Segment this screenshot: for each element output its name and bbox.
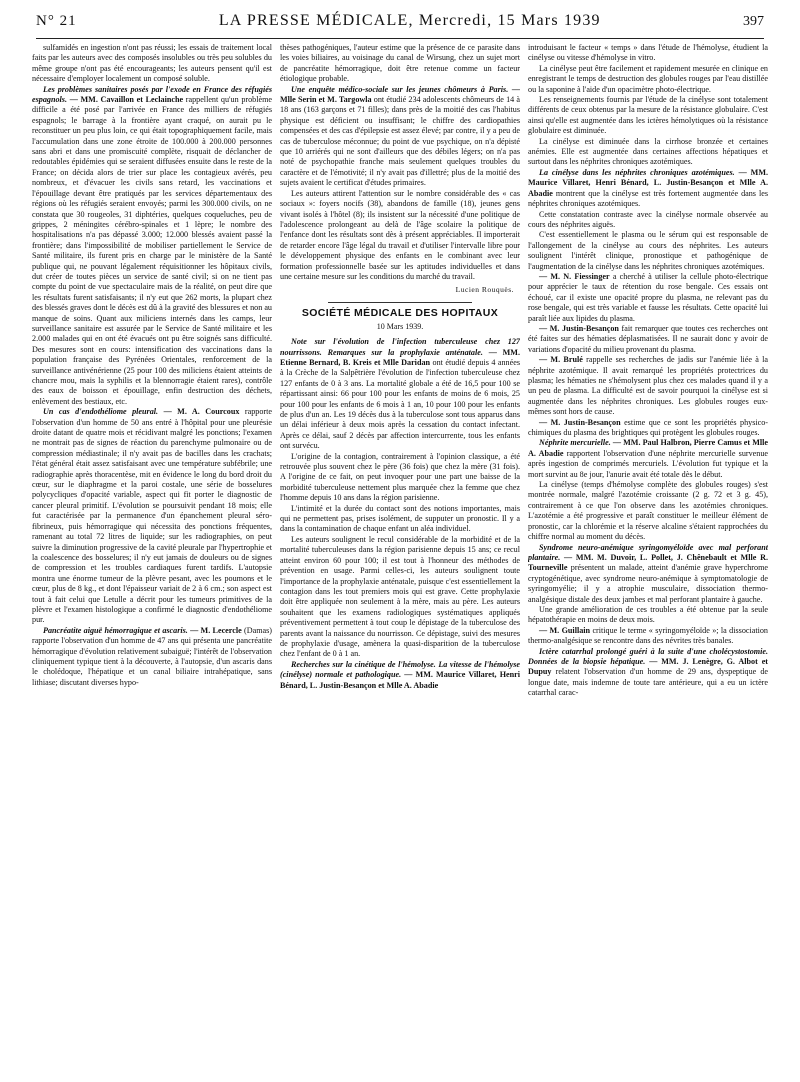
paragraph-text: ont étudié depuis 4 années à la Crèche de la Salpêtrière l'évolution de l'infection tuberculeuse chez 127 enfants de 0 à 3 ans. La mortalité globale a été de 16,5 pour 100 se répartissant ainsi: 66 pour 100 pour les enfants de moins de 6 mois, 25 pour 100 pour les enfants de 6 mois à 1 an, 10 pour 100 pour les enfants de plus d'un an. Les 19 décès dus à la tuberculose sont tous apparus dans un délai inférieur à deux mois après la cessation du contact infectant. Après ce délai, sauf 2 décès par affection intercurrente, tous les enfants ont survécu.: [280, 357, 520, 451]
report-authors: — M. Justin-Besançon: [539, 417, 621, 427]
paragraph: [528, 168, 768, 210]
report-title: Syndrome neuro-anémique syringomyéloïde avec mal perforant plantaire.: [528, 542, 768, 562]
paragraph: [32, 85, 272, 408]
report-authors: — M. N. Fiessinger: [539, 271, 610, 281]
paragraph: [280, 504, 520, 535]
section-rule: [328, 302, 472, 303]
article-columns: [32, 43, 768, 1077]
paragraph-text: La cinélyse (temps d'hémolyse complète des globules rouges) s'est montrée normale, malgré l'azotémie croissante (2 g. 72 et 3 g. 45), contrairement à ce que l'on observe dans les azotémies chroniques. L'azotémie a été progressive et paraît constituer le meilleur élément de pronostic, car la chlorémie et la réserve alcaline s'étaient rapprochées du chiffre normal au moment du décès.: [528, 480, 768, 542]
paragraph: [528, 230, 768, 272]
report-title: Note sur l'évolution de l'infection tuberculeuse chez 127 nourrissons. Remarques sur la prophylaxie anténatale.: [280, 337, 520, 357]
paragraph-text: La cinélyse est diminuée dans la cirrhose bronzée et certaines anémies. Elle est augmentée dans certaines affections hépatiques et surtout dans les néphrites chroniques azotémiques.: [528, 136, 768, 167]
paragraph-text: présentent un malade, atteint d'anémie grave hyperchrome cryptogénétique, avec syndrome neuro-anémique à symptomatologie de syringomyélie; il y a atrophie musculaire, dissociation thermo-analgésique distale des deux jambes et mal perforant plantaire à gauche.: [528, 563, 768, 604]
paragraph: [32, 43, 272, 85]
report-title: Une enquête médico-sociale sur les jeunes chômeurs à Paris.: [291, 84, 509, 94]
paragraph: [528, 626, 768, 647]
report-authors: — MM. M. Duvoir, L. Pollet, J. Chênebault et Mlle R. Tourneville: [528, 552, 768, 573]
page-header: [36, 12, 764, 39]
paragraph: [528, 418, 768, 439]
paragraph: [528, 438, 768, 480]
report-authors: — M. Guillain: [539, 625, 591, 635]
section-heading: SOCIÉTÉ MÉDICALE DES HOPITAUX: [301, 306, 499, 319]
paragraph: [528, 324, 768, 355]
report-authors: — MM. Cavaillon et Leclainche: [69, 95, 184, 105]
paragraph-text: rappelle ses recherches de jadis sur l'anémie liée à la néphrite azotémique. Il avait remarqué les propriétés protectrices du plasma; les hématies ne s'hémolysent plus chez ces malades quand il y a un peu de plasma. La difficulté est de savoir pourquoi la cinélyse est si augmentée dans les néphrites chroniques. Les globules rouges eux-mêmes sont hors de cause.: [528, 355, 768, 417]
paragraph-text: rappellent qu'un problème difficile a été posé par l'arrivée en France des milliers de réfugiés espagnols; le barrage à la frontière ayant craqué, on aurait pu le reconstituer un peu plus loin, ce qui était topographiquement facile, mais l'accumulation dans une zone étroite de 100.000 à 200.000 personnes sans abri et dans une promiscuité complète, risquait de déclancher de redoutables épidémies qui se seraient diffusées ensuite dans le reste de la France; on décida alors de trier sur place les contagieux avérés, peu nombreux, et d'évacuer les civils sans retard, les vaccinations et l'épouillage devant être pratiqués par les services départementaux des régions où les réfugiés seraient envoyés; parmi les 300.000 civils, on ne constata que 30 rougeoles, 31 diphtéries, quelques coqueluches, peu de grippes, 2 méningites cérébro-spinales et 1 lèpre; le nombre des hospitalisations n'a pas dépassé 3.000; 12.000 blessés avaient passé la frontière; dans l'impossibilité de mobiliser partiellement le Service de Santé militaire, ils furent pris en charge par le ministère de la Santé publique qui, ne pouvant légalement réquisitionner les hôpitaux civils, dut créer de toutes pièces un service de santé civil; si on ne tient pas compte du point de vue spectaculaire mais de la réalité, on peut dire que les résultats furent satisfaisants; il n'y eut que 262 morts, la plupart chez des blessés graves dont le décès est dû à la gravité des blessures et non au manque de soins. Quant aux miliciens internés dans les camps, leur surveillance sanitaire est assurée par le Service de Santé militaire et les 2.000 malades qui en ont été évacués ont pu être soignés sans difficulté. Des mesures sont en cours: intensification des vaccinations dans la population française des Pyrénées Orientales, renforcement de la surveillance antivénérienne (25 pour 100 des miliciens étaient atteints de chancre mou, mais la syphilis et la blennorragie étaient rares), contrôle des eaux de boisson et épouillage, enfin destruction des déchets, enlèvement des bestiaux, etc.: [32, 95, 272, 406]
report-authors: — MM. Maurice Villaret, Henri Bénard, L. Justin-Besançon et Mlle A. Abadie: [528, 167, 768, 198]
paragraph: [32, 407, 272, 626]
report-authors: — M. Justin-Besançon: [539, 323, 619, 333]
paragraph: [280, 337, 520, 451]
report-title: Ictère catarrhal prolongé guéri à la suite d'une cholécystostomie. Données de la biopsie hépatique.: [528, 646, 768, 666]
column-1: [32, 43, 272, 1077]
paragraph-text: L'intimité et la durée du contact sont des notions importantes, mais qui ne permettent pas, prises isolément, de supputer un pronostic. Il y a dans la contamination de chaque enfant un aléa individuel.: [280, 503, 520, 534]
paragraph-text: La cinélyse peut être facilement et rapidement mesurée en clinique en enregistrant le temps de destruction des globules rouges par l'eau distillée ou la saponine à l'aide d'un opacimètre photo-électrique.: [528, 63, 768, 94]
paragraph: [528, 272, 768, 324]
paragraph: [280, 43, 520, 85]
paragraph: [280, 85, 520, 189]
report-authors: — Mlle Serin et M. Targowla: [280, 84, 520, 105]
paragraph: [528, 605, 768, 626]
paragraph-text: thèses pathogéniques, l'auteur estime que la présence de ce parasite dans les voies biliaires, au voisinage du canal de Wirsung, chez un sujet mort de pancréatite hémorragique, doit être retenue comme un facteur étiologique probable.: [280, 43, 520, 84]
report-authors: — M. Lecercle: [190, 625, 242, 635]
paragraph-text: sulfamidés en ingestion n'ont pas réussi; les essais de traitement local faits par les auteurs avec des composés insolubles ou très peu solubles du même groupe n'ont pas été encourageants; les auteurs pensent qu'il est nécessaire d'employer localement un composé soluble.: [32, 43, 272, 84]
paragraph-text: ont étudié 234 adolescents chômeurs de 14 à 18 ans (163 garçons et 71 filles); dans près de la moitié des cas l'habitus physique est déficient ou insuffisant; le chiffre des cardiopathies compensées et des cas d'épilepsie est assez élevé; par contre, il y a peu de cas de tuberculose méconnue; du point de vue psychique, on n'a dépisté que 10 arriérés qui ne sont d'ailleurs que des débiles légers; on n'a pas noté de psychopathie franche mais seulement quelques troubles du caractère et de l'émotivité; il n'y avait pas d'illettré; plus de la moitié des sujets avaient le certificat d'études primaires.: [280, 95, 520, 188]
paragraph-text: L'origine de la contagion, contrairement à l'opinion classique, a été retrouvée plus souvent chez le père (36 fois) que chez la mère (31 fois). A l'origine de ce fait, on peut invoquer pour une part une baisse de la morbidité tuberculeuse nettement plus marquée chez la femme que chez l'homme depuis 10 ans dans la région parisienne.: [280, 451, 520, 503]
paragraph: [528, 95, 768, 137]
paragraph: [528, 480, 768, 542]
paragraph: [528, 43, 768, 64]
author-signature: Lucien Rouquès.: [455, 285, 514, 295]
column-2: [280, 43, 520, 1077]
paragraph-text: Une grande amélioration de ces troubles a été obtenue par la seule hépatothérapie en moins de deux mois.: [528, 604, 768, 625]
column-3: [528, 43, 768, 1077]
paragraph-text: rapportent l'observation d'une néphrite mercurielle survenue après ingestion de comprimés mercuriels. L'évolution fut typique et la mort survint au 8e jour, l'anurie avait été totale dès le début.: [528, 448, 768, 479]
paragraph: [280, 535, 520, 660]
report-authors: — MM. Paul Halbron, Pierre Camus et Mlle A. Abadie: [528, 438, 768, 458]
report-authors: — MM. Maurice Villaret, Henri Bénard, L. Justin-Besançon et Mlle A. Abadie: [280, 670, 520, 690]
paragraph-text: critique le terme « syringomyéloïde »; la dissociation thermo-analgésique se rencontre dans des névrites très banales.: [528, 625, 768, 646]
section-date: 10 Mars 1939.: [376, 321, 424, 331]
paragraph-text: Les auteurs soulignent le recul considérable de la morbidité et de la mortalité tuberculeuses dans la région parisienne depuis 15 ans; ce recul atteint environ 60 pour 100; il est tout à l'honneur des méthodes de prévention en usage. Parmi celles-ci, les auteurs soulignent toute l'importance de la prophylaxie anténatale, puisque c'est essentiellement la contagion dans les tout premiers mois qui est grave. Cette prophylaxie doit être appliquée non seulement à la mère, mais au père. Les auteurs souhaitent que les examens radiologiques systématiques appliqués préventivement permettent à tout coup le dépistage de la tuberculose des parents avant la naissance du nourrisson. Ce dépistage, suivi des mesures de prophylaxie d'usage, amènera la quasi-disparition de la tuberculose chez l'enfant de 0 à 1 an.: [280, 534, 520, 659]
paragraph-text: relatent l'observation d'un homme de 29 ans, dyspeptique de longue date, mais indemne de toute tare antérieure, qui a eu un ictère catarrhal carac-: [528, 667, 768, 698]
paragraph: [528, 355, 768, 417]
report-title: Les problèmes sanitaires posés par l'exode en France des réfugiés espagnols.: [32, 84, 272, 105]
issue-number: N° 21: [36, 13, 77, 29]
report-title: Recherches sur la cinétique de l'hémolyse. La vitesse de l'hémolyse (cinélyse) normale et pathologique.: [280, 659, 520, 680]
paragraph-text: (Damas) rapporte l'observation d'un homme de 47 ans qui présenta une pancréatite hémorragique d'évolution relativement subaiguë; l'intérêt de l'observation cliniquement typique tient à la découverte, à l'autopsie, d'un ascaris dans le cholédoque, l'hépatique et un canal biliaire intrahépatique, sans lithiase; discutant diverses hypo-: [32, 625, 272, 687]
paragraph: [280, 189, 520, 283]
paragraph: [280, 452, 520, 504]
paragraph-text: a cherché à utiliser la cellule photo-électrique pour apprécier le taux de rétention du rose bengale. Ces essais ont échoué, car il existe une opacité propre du plasma, ne relevant pas du rose bengale, qui est très variable et fausse les résultats. Cette opacité lui paraît liée aux lipides du plasma.: [528, 271, 768, 323]
paragraph: [528, 137, 768, 168]
paragraph: [528, 543, 768, 605]
paragraph: [528, 647, 768, 699]
paragraph-text: montrent que la cinélyse est très fortement augmentée dans les néphrites chroniques azotémiques.: [528, 188, 768, 209]
report-title: Un cas d'endothéliome pleural.: [43, 407, 159, 417]
report-authors: — MM. J. Lenègre, G. Albot et Dupuy: [528, 656, 768, 677]
report-authors: — M. A. Courcoux: [163, 407, 240, 417]
journal-title: LA PRESSE MÉDICALE, Mercredi, 15 Mars 1939: [218, 12, 601, 29]
paragraph-text: rapporte l'observation d'un homme de 50 ans entré à l'hôpital pour une pleurésie droite datant de quatre mois et récidivant malgré les ponctions; l'examen ne montrait pas de signes de réaction du parenchyme pulmonaire ou de compression médiastinale; il n'y avait pas de bacilles dans les crachats; l'état général était assez satisfaisant avec une température subfébrile; une radiographie après thoracentèse, mit en évidence le long du bord droit du cœur, sur le diaphragme et la paroi costale, une série de bosselures polycycliques d'opacité variable, aspect qui fit porter le diagnostic de cancer pleural primitif. L'évolution se poursuivit pendant 18 mois; elle fut caractérisée par la permanence d'un épanchement pleural séro-fibrineux, puis hémorragique qui nécessita des ponctions fréquentes, ramenant au total 72 litres de liquide; sur les radiographies, on peut suivre la diminution progressive de la cavité pleurale par l'hypertrophie et la coalescence des bosselures; il n'y eut jamais de douleurs ou de signes de compression et les troubles cardiaques furent tardifs. L'autopsie montra une énorme tumeur de la plèvre pesant, avec les poumons et le cœur, plus de 8 kg., et dont l'épaisseur variait de 2 à 6 cm.; son aspect est tout à fait celui que Letulle a décrit pour les tumeurs primitives de la plèvre et l'examen histologique a confirmé le diagnostic d'endothéliome pur.: [32, 407, 272, 625]
report-authors: — M. Brulé: [539, 355, 583, 365]
paragraph-text: Les auteurs attirent l'attention sur le nombre considérable des « cas sociaux »: foyers nocifs (38), abandons de famille (18), jeunes gens vivant isolés à l'hôtel (8); ils insistent sur la nécessité d'une politique de l'adolescence prolongeant au delà de l'âge scolaire la politique de l'enfance dont les résultats sont dès à présent appréciables. Il importerait de retarder encore l'âge légal du travail et d'utiliser l'intervalle libre pour le développement physique des enfants en le combinant avec leur formation professionnelle basée sur les aptitudes individuelles et dans une certaine mesure sur les conditions du marché du travail.: [280, 188, 520, 281]
paragraph-text: fait remarquer que toutes ces recherches ont été faites sur des hématies déplasmatisées. Il ne saurait donc y avoir de variations d'opacité du milieu provenant du plasma.: [528, 323, 768, 354]
paragraph: [528, 210, 768, 231]
paragraph: [280, 660, 520, 691]
paragraph-text: C'est essentiellement le plasma ou le sérum qui est responsable de l'allongement de la cinélyse au cours des néphrites. Les auteurs soulignent l'intérêt clinique, pronostique et pathogénique de l'augmentation de la cinélyse dans les néphrites chroniques azotémiques.: [528, 230, 768, 271]
paragraph-text: Les renseignements fournis par l'étude de la cinélyse sont totalement différents de ceux obtenus par la mesure de la résistance globulaire. C'est ainsi qu'elle est augmentée dans les ictères hémolytiques où la résistance globulaire est diminuée.: [528, 95, 768, 136]
paragraph-text: estime que ce sont les propriétés physico-chimiques du plasma des brightiques qui protègent les globules rouges.: [528, 417, 768, 438]
paragraph-text: Cette constatation contraste avec la cinélyse normale observée au cours des néphrites aiguës.: [528, 209, 768, 229]
paragraph: [528, 64, 768, 95]
page-number: 397: [743, 14, 764, 29]
paragraph-text: introduisant le facteur « temps » dans l'étude de l'hémolyse, étudient la cinélyse ou vitesse d'hémolyse in vitro.: [528, 43, 768, 63]
report-authors: — MM. Etienne Bernard, B. Kreis et Mlle Daridan: [280, 347, 520, 367]
report-title: Néphrite mercurielle.: [539, 438, 611, 448]
paragraph: [32, 626, 272, 688]
report-title: Pancréatite aiguë hémorragique et ascaris.: [43, 625, 188, 635]
report-title: La cinélyse dans les néphrites chroniques azotémiques.: [539, 167, 735, 177]
